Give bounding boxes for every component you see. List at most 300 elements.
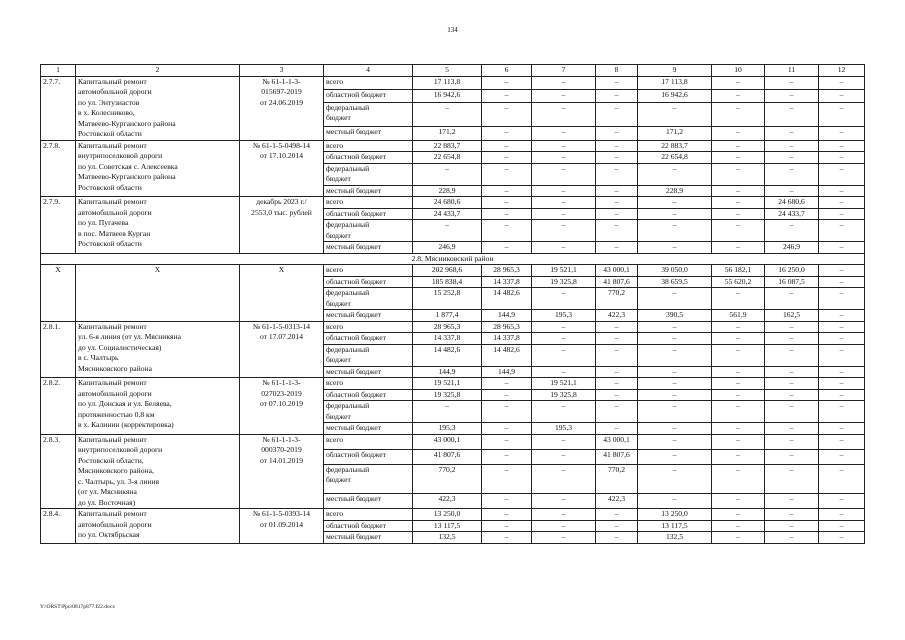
amount-cell: – [596,532,638,544]
project-number: 2.8.4. [41,509,76,544]
amount-cell: – [482,509,532,521]
amount-cell: – [765,76,819,89]
project-number: 2.8.1. [41,321,76,378]
project-name-line: Ростовской области [78,129,142,138]
funding-source-label: местный бюджет [324,127,413,140]
amount-cell: – [482,127,532,140]
amount-cell: 22 883,7 [413,140,482,152]
amount-cell: – [532,242,596,254]
amount-cell: – [532,89,596,102]
amount-cell: – [765,401,819,423]
amount-cell: – [819,197,865,209]
amount-cell: 19 521,1 [413,378,482,390]
amount-cell: – [638,242,712,254]
amount-cell: – [712,423,765,435]
column-number-row [41,65,865,77]
amount-cell: – [765,493,819,508]
amount-cell: – [482,401,532,423]
district-total-mark: X [76,265,240,322]
amount-cell: – [638,389,712,401]
funding-source-line: бюджет [326,298,351,308]
amount-cell: – [819,288,865,310]
project-document-line: 000370-2019 [261,445,302,454]
amount-cell: – [819,493,865,508]
funding-source-line: федеральный [326,163,370,173]
amount-cell: – [712,242,765,254]
amount-cell: 228,9 [413,185,482,197]
amount-cell: – [532,208,596,220]
amount-cell: – [712,89,765,102]
project-name-line: по ул. Октябрьская [78,530,140,539]
amount-cell: – [638,366,712,378]
project-name-line: Капитальный ремонт [78,434,147,444]
project-number: 2.8.2. [41,378,76,435]
amount-cell: – [819,378,865,390]
amount-cell: 43 000,1 [596,265,638,277]
funding-source-label [324,464,413,493]
amount-cell: 14 482,6 [482,344,532,366]
project-name-line: Капитальный ремонт [78,509,147,518]
project-name [76,378,240,435]
amount-cell: – [596,89,638,102]
project-document-line: от 01.09.2014 [259,519,304,529]
amount-cell: – [532,76,596,89]
amount-cell: 228,9 [638,185,712,197]
project-name-line: внутрипоселковой дороги [78,445,163,454]
amount-cell: 422,3 [413,493,482,508]
amount-cell: – [482,493,532,508]
amount-cell: – [712,152,765,164]
amount-cell: – [596,220,638,242]
amount-cell: 561,9 [712,310,765,322]
project-document-line: декабрь 2023 г./ [256,197,307,206]
amount-cell: 422,3 [596,310,638,322]
amount-cell: – [596,401,638,423]
amount-cell: – [765,389,819,401]
amount-cell: 13 117,5 [638,520,712,532]
amount-cell: – [638,464,712,493]
table-row [41,509,865,521]
amount-cell: 28 965,3 [482,321,532,333]
funding-source-label: местный бюджет [324,532,413,544]
amount-cell: – [638,449,712,464]
amount-cell: – [712,344,765,366]
amount-cell: 24 680,6 [765,197,819,209]
funding-source-label: областной бюджет [324,449,413,464]
amount-cell: – [819,333,865,345]
amount-cell: – [819,344,865,366]
amount-cell: – [596,423,638,435]
amount-cell: 14 337,8 [482,333,532,345]
district-total-mark: X [240,265,324,322]
funding-source-label [324,220,413,242]
amount-cell: – [712,449,765,464]
amount-cell: 14 337,8 [413,333,482,345]
amount-cell: – [765,185,819,197]
amount-cell: 14 482,6 [413,344,482,366]
amount-cell: 22 883,7 [638,140,712,152]
column-number: 12 [819,65,865,77]
amount-cell: 56 182,1 [712,265,765,277]
amount-cell: – [765,449,819,464]
amount-cell: 770,2 [596,288,638,310]
amount-cell: – [482,423,532,435]
funding-source-label: всего [324,76,413,89]
funding-source-line: бюджет [326,113,351,123]
amount-cell: – [765,378,819,390]
amount-cell: – [765,520,819,532]
amount-cell: 16 250,0 [765,265,819,277]
project-document-line: от 07.10.2019 [259,399,304,408]
project-document [240,378,324,435]
table-row [41,197,865,209]
amount-cell: – [638,434,712,449]
column-number: 7 [532,65,596,77]
funding-source-label: всего [324,265,413,277]
amount-cell: – [532,464,596,493]
project-name-line: Мясниковского района [78,363,152,373]
funding-source-label: местный бюджет [324,242,413,254]
amount-cell: 19 521,1 [532,378,596,390]
amount-cell: – [638,208,712,220]
amount-cell: 24 433,7 [765,208,819,220]
amount-cell: – [482,520,532,532]
table-row [41,434,865,449]
amount-cell: – [819,366,865,378]
funding-source-label [324,163,413,185]
amount-cell: – [532,140,596,152]
project-number: 2.7.8. [41,140,76,197]
amount-cell: – [765,288,819,310]
amount-cell: – [638,378,712,390]
project-name-line: в пос. Матвеев Курган [78,228,151,238]
table-row [41,76,865,89]
amount-cell: 24 433,7 [413,208,482,220]
amount-cell: – [532,401,596,423]
amount-cell: – [765,102,819,127]
project-name-line: до ул. Восточная) [78,497,136,507]
project-document-line: от 24.06.2019 [259,97,304,107]
amount-cell: – [819,185,865,197]
funding-source-label: областной бюджет [324,520,413,532]
funding-source-label: всего [324,197,413,209]
amount-cell: – [482,389,532,401]
amount-cell: – [482,89,532,102]
amount-cell: – [712,434,765,449]
project-document-line: № 61-1-1-3- [262,378,301,387]
project-name-line: протяженностью 0,8 км [78,409,155,419]
amount-cell: 144,9 [413,366,482,378]
amount-cell: 144,9 [482,366,532,378]
amount-cell: – [413,220,482,242]
funding-source-line: федеральный [326,102,370,112]
project-name-line: по ул. Энтузиастов [78,97,140,107]
amount-cell: – [712,127,765,140]
section-row [41,253,865,265]
amount-cell: – [596,185,638,197]
amount-cell: – [532,321,596,333]
project-name-line: Капитальный ремонт [78,76,147,86]
amount-cell: – [819,276,865,288]
table-row [41,321,865,333]
funding-source-label: местный бюджет [324,423,413,435]
amount-cell: – [765,333,819,345]
amount-cell: – [765,423,819,435]
project-name-line: по ул. Донская и ул. Беляева, [78,399,172,408]
amount-cell: 19 325,8 [413,389,482,401]
amount-cell: 17 113,8 [638,76,712,89]
amount-cell: – [765,321,819,333]
amount-cell: – [638,163,712,185]
amount-cell: – [765,532,819,544]
funding-source-label: областной бюджет [324,152,413,164]
amount-cell: – [596,140,638,152]
amount-cell: – [638,288,712,310]
amount-cell: – [482,102,532,127]
amount-cell: – [819,265,865,277]
amount-cell: – [819,321,865,333]
amount-cell: 195,3 [532,310,596,322]
amount-cell: 38 659,5 [638,276,712,288]
amount-cell: – [482,208,532,220]
amount-cell: 162,5 [765,310,819,322]
funding-source-label: всего [324,434,413,449]
amount-cell: – [638,344,712,366]
amount-cell: – [638,102,712,127]
amount-cell: – [482,163,532,185]
project-document [240,434,324,509]
amount-cell: – [765,140,819,152]
amount-cell: 15 252,8 [413,288,482,310]
amount-cell: – [482,242,532,254]
amount-cell: 22 654,8 [413,152,482,164]
amount-cell: 28 965,3 [482,265,532,277]
funding-source-line: федеральный [326,401,370,410]
amount-cell: – [819,220,865,242]
project-name-line: Капитальный ремонт [78,140,147,150]
amount-cell: – [765,127,819,140]
column-number: 4 [324,65,413,77]
funding-source-label: всего [324,378,413,390]
amount-cell: 41 807,6 [413,449,482,464]
project-name-line: автомобильной дороги [78,388,152,398]
project-document [240,140,324,197]
project-name-line: Ростовской области [78,182,142,192]
amount-cell: 1 877,4 [413,310,482,322]
project-name-line: в х. Калинин (корректировка) [78,420,174,429]
amount-cell: – [765,434,819,449]
table-row [41,378,865,390]
funding-source-label: всего [324,321,413,333]
amount-cell: – [596,163,638,185]
amount-cell: – [596,509,638,521]
amount-cell: – [712,185,765,197]
column-number: 11 [765,65,819,77]
column-number: 9 [638,65,712,77]
amount-cell: – [712,464,765,493]
amount-cell: – [712,208,765,220]
amount-cell: – [712,532,765,544]
amount-cell: – [765,220,819,242]
column-number: 1 [41,65,76,77]
amount-cell: – [596,242,638,254]
footer-file-path: Y:\ORST\Ppo\0817p877.f22.docx [40,604,115,610]
amount-cell: – [596,378,638,390]
amount-cell: – [712,220,765,242]
project-name-line: (от ул. Мясникяна [78,487,137,496]
amount-cell: – [482,532,532,544]
amount-cell: – [819,208,865,220]
amount-cell: – [819,242,865,254]
project-number: 2.7.9. [41,197,76,254]
amount-cell: – [712,520,765,532]
project-name-line: автомобильной дороги [78,519,152,529]
amount-cell: – [596,321,638,333]
funding-source-label: областной бюджет [324,89,413,102]
amount-cell: 16 087,5 [765,276,819,288]
amount-cell: 246,9 [765,242,819,254]
amount-cell: – [532,493,596,508]
amount-cell: 171,2 [638,127,712,140]
funding-source-line: федеральный [326,220,370,229]
amount-cell: – [712,76,765,89]
amount-cell: 19 325,8 [532,389,596,401]
amount-cell: – [532,163,596,185]
project-name-line: Матвеево-Курганского района [78,172,176,181]
funding-source-line: федеральный [326,464,370,474]
amount-cell: – [482,76,532,89]
amount-cell: – [712,493,765,508]
amount-cell: – [712,321,765,333]
project-name-line: автомобильной дороги [78,87,152,96]
project-name [76,434,240,509]
project-name-line: автомобильной дороги [78,207,152,217]
amount-cell: 39 050,0 [638,265,712,277]
amount-cell: – [765,366,819,378]
amount-cell: – [482,378,532,390]
amount-cell: – [596,389,638,401]
project-name-line: в х. Колесниково, [78,108,135,117]
project-document-line: № 61-1-5-0393-14 [252,509,311,518]
project-name-line: Капитальный ремонт [78,321,147,331]
amount-cell: 185 838,4 [413,276,482,288]
amount-cell: 16 942,6 [638,89,712,102]
amount-cell: – [819,464,865,493]
amount-cell: – [638,423,712,435]
project-name-line: в с. Чалтырь [78,353,119,362]
amount-cell: – [819,76,865,89]
project-name-line: Матвеево-Курганского района [78,118,176,128]
amount-cell: 770,2 [596,464,638,493]
amount-cell: – [482,152,532,164]
amount-cell: 13 250,0 [413,509,482,521]
project-name-line: Капитальный ремонт [78,378,147,387]
budget-table [40,64,865,544]
project-document [240,321,324,378]
amount-cell: – [596,102,638,127]
amount-cell: – [712,140,765,152]
amount-cell: 41 807,6 [596,276,638,288]
amount-cell: 246,9 [413,242,482,254]
amount-cell: – [596,76,638,89]
amount-cell: – [712,163,765,185]
amount-cell: – [765,152,819,164]
amount-cell: – [532,220,596,242]
amount-cell: – [482,449,532,464]
amount-cell: – [482,185,532,197]
amount-cell: – [712,401,765,423]
amount-cell: – [532,509,596,521]
amount-cell: 43 000,1 [596,434,638,449]
project-document [240,76,324,140]
project-name-line: ул. 6-я линия (от ул. Мясникяна [78,332,181,341]
amount-cell: – [532,344,596,366]
page-number: 134 [447,26,458,34]
funding-source-label: местный бюджет [324,310,413,322]
amount-cell: – [532,520,596,532]
amount-cell: – [638,401,712,423]
column-number: 6 [482,65,532,77]
project-name-line: Ростовской области [78,239,142,248]
amount-cell: – [596,520,638,532]
amount-cell: – [819,127,865,140]
amount-cell: – [819,152,865,164]
amount-cell: – [712,366,765,378]
funding-source-label: областной бюджет [324,333,413,345]
amount-cell: 55 620,2 [712,276,765,288]
funding-source-line: бюджет [326,411,351,421]
amount-cell: – [819,449,865,464]
funding-source-line: бюджет [326,174,351,183]
amount-cell: – [819,434,865,449]
amount-cell: – [532,434,596,449]
amount-cell: – [413,102,482,127]
amount-cell: 144,9 [482,310,532,322]
amount-cell: – [532,288,596,310]
amount-cell: 195,3 [413,423,482,435]
table-row [41,140,865,152]
amount-cell: – [819,401,865,423]
funding-source-label: областной бюджет [324,208,413,220]
amount-cell: 24 680,6 [413,197,482,209]
amount-cell: – [819,163,865,185]
project-name-line: внутрипоселковой дороги [78,151,163,160]
project-document-line: 015697-2019 [261,87,302,96]
amount-cell: – [482,434,532,449]
district-total-mark: X [41,265,76,322]
amount-cell: – [819,509,865,521]
funding-source-line: федеральный [326,344,370,354]
column-number: 2 [76,65,240,77]
amount-cell: – [712,389,765,401]
project-document-line: № 61-1-1-3- [262,434,301,444]
project-name-line: с. Чалтырь, ул. 3-я линия [78,476,160,486]
project-document-line: 027023-2019 [261,388,302,398]
project-name-line: до ул. Социалистическая) [78,342,162,352]
amount-cell: – [765,509,819,521]
amount-cell: – [532,197,596,209]
amount-cell: – [712,102,765,127]
project-document-line: от 17.10.2014 [259,151,304,160]
amount-cell: 13 250,0 [638,509,712,521]
funding-source-line: федеральный [326,288,370,297]
column-number: 10 [712,65,765,77]
column-number: 5 [413,65,482,77]
amount-cell: – [596,197,638,209]
project-name [76,76,240,140]
amount-cell: – [596,333,638,345]
amount-cell: – [532,127,596,140]
